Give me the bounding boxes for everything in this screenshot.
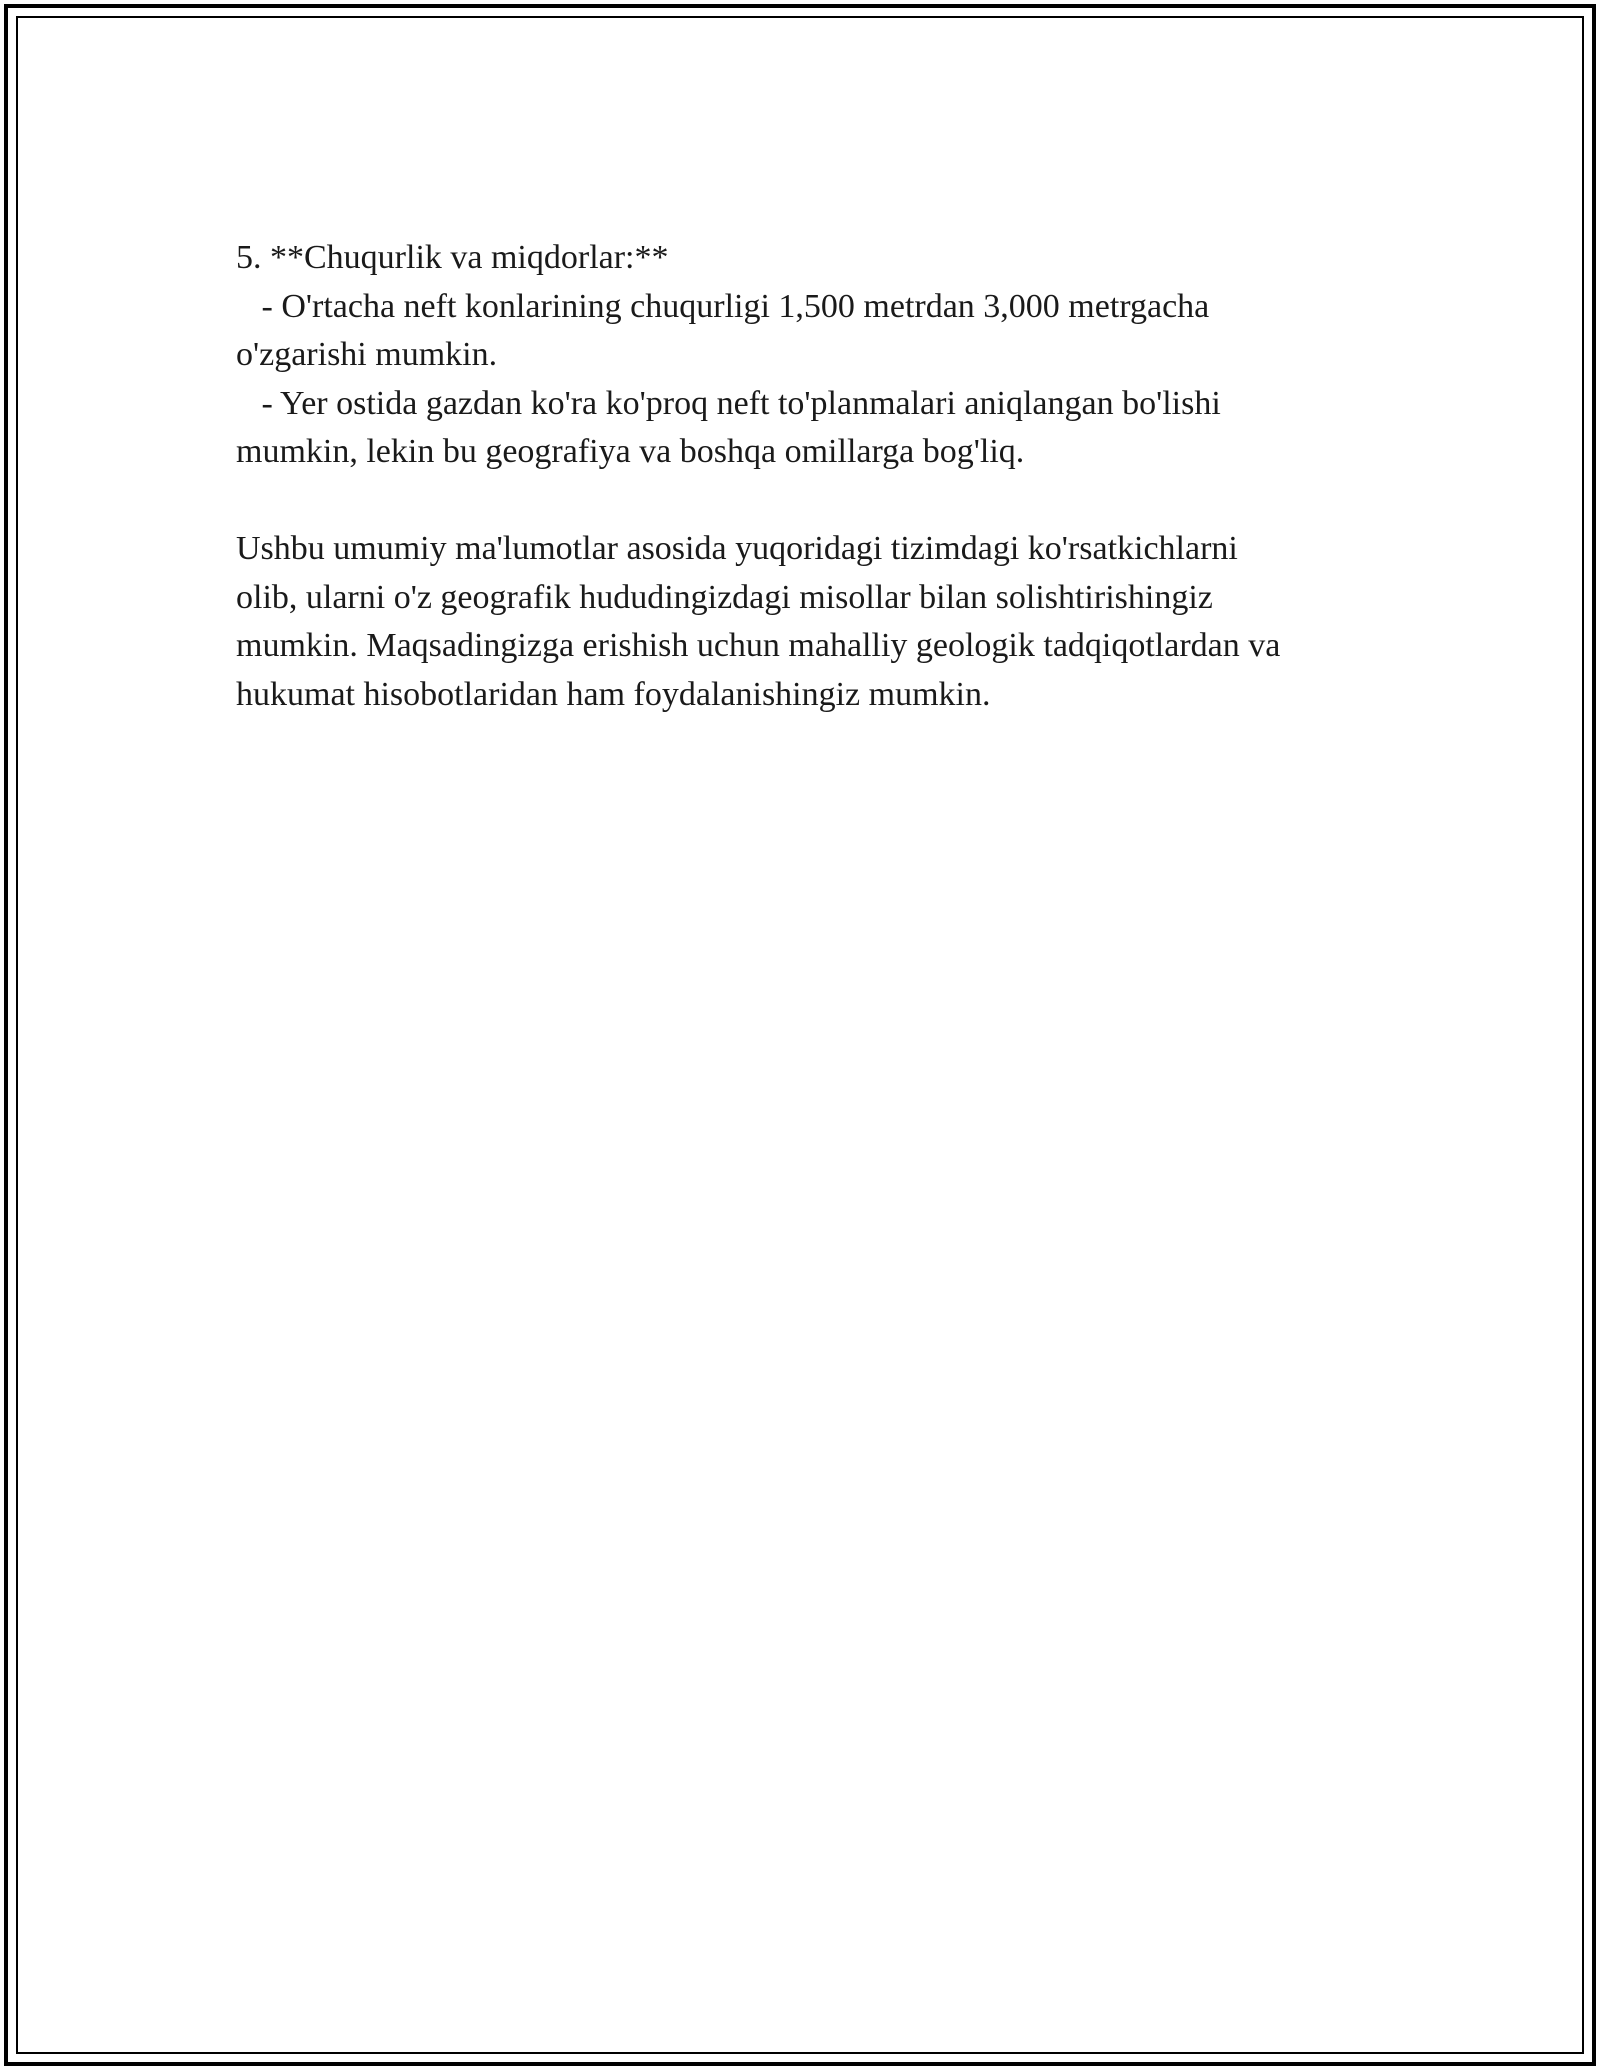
paragraph-line: hukumat hisobotlaridan ham foydalanishingiz mumkin. [236,675,991,713]
summary-paragraph [236,525,1396,719]
bullet-item-depth-range [236,283,1396,380]
bullet-line: - Yer ostida gazdan ko'ra ko'proq neft to'planmalari aniqlangan bo'lishi [236,384,1221,422]
paragraph-spacer [236,477,1396,526]
paragraph-line: mumkin. Maqsadingizga erishish uchun mahalliy geologik tadqiqotlardan va [236,627,1281,664]
paragraph-line: Ushbu umumiy ma'lumotlar asosida yuqoridagi tizimdagi ko'rsatkichlarni [236,530,1238,567]
bullet-line: o'zgarishi mumkin. [236,336,498,373]
bullet-line: mumkin, lekin bu geografiya va boshqa omillarga bog'liq. [236,433,1025,470]
bullet-line: - O'rtacha neft konlarining chuqurligi 1,500 metrdan 3,000 metrgacha [236,287,1210,325]
bullet-item-oil-vs-gas [236,380,1396,477]
section-heading: 5. **Chuqurlik va miqdorlar:** [236,239,669,276]
document-body [236,234,1396,719]
paragraph-line: olib, ularni o'z geografik hududingizdagi misollar bilan solishtirishingiz [236,578,1213,616]
